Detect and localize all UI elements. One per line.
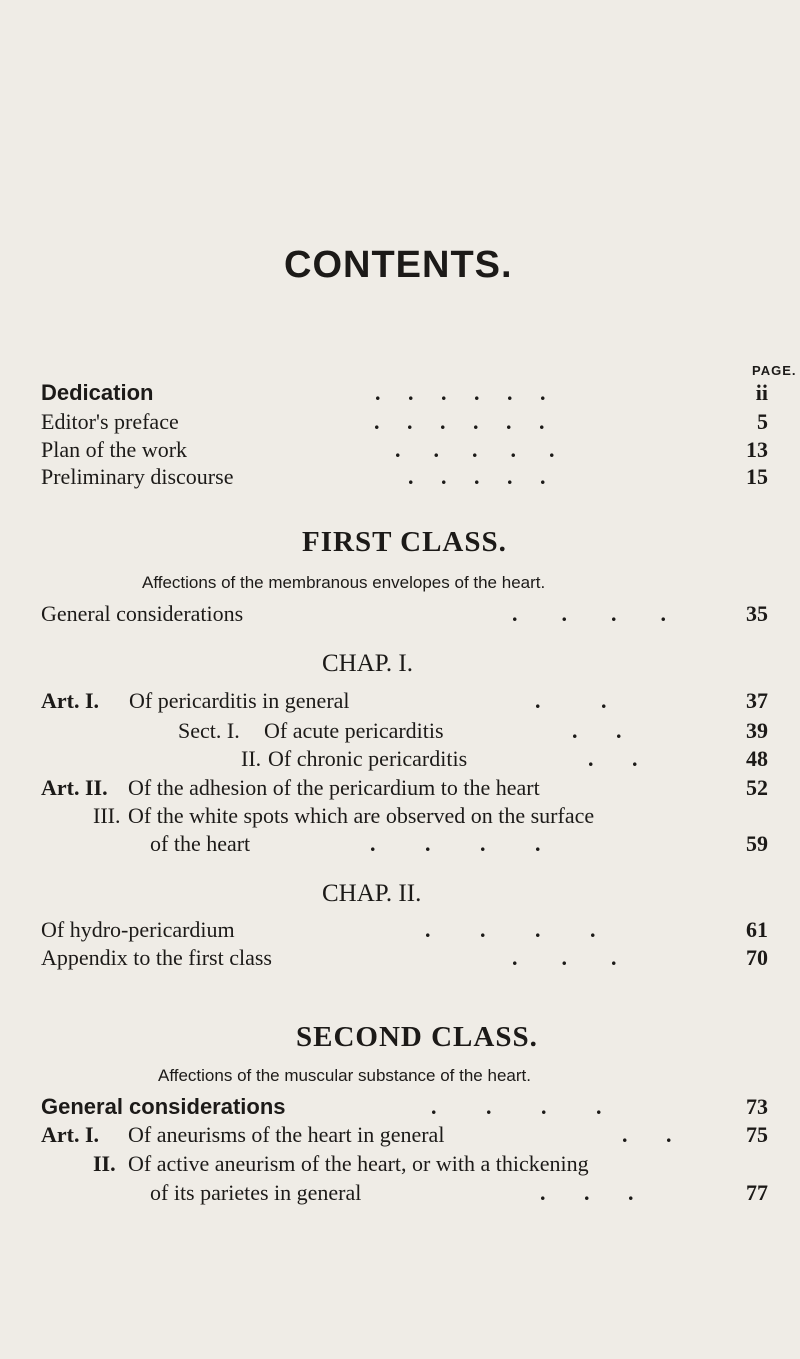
- toc-page-number: 73: [746, 1094, 768, 1119]
- toc-page-number: 15: [746, 464, 768, 489]
- section-heading-second-class: SECOND CLASS.: [296, 1021, 538, 1053]
- toc-page-number: 39: [746, 718, 768, 743]
- toc-page-number: 70: [746, 945, 768, 970]
- toc-entry-general-considerations: General considerations: [41, 1094, 286, 1119]
- toc-page-number: ii: [755, 380, 768, 405]
- leader-dots: . .: [622, 1122, 672, 1147]
- chapter-heading: CHAP. II.: [322, 880, 422, 907]
- leader-dots: . . . . . .: [375, 380, 546, 405]
- toc-entry-article: Of active aneurism of the heart, or with a thickening: [128, 1151, 589, 1176]
- page-title: CONTENTS.: [284, 244, 513, 286]
- toc-page-number: 35: [746, 601, 768, 626]
- toc-page-number: 59: [746, 831, 768, 856]
- toc-entry-article: Of the adhesion of the pericardium to the heart: [128, 775, 540, 800]
- toc-entry-appendix: Appendix to the first class: [41, 945, 272, 970]
- section-heading-first-class: FIRST CLASS.: [302, 526, 507, 558]
- leader-dots: . . . .: [370, 831, 541, 856]
- toc-entry-article: Of the white spots which are observed on the surface: [128, 803, 595, 828]
- toc-page-number: 61: [746, 917, 768, 942]
- article-prefix: Art. I.: [41, 1122, 100, 1147]
- toc-entry-section: Of acute pericarditis: [264, 718, 444, 743]
- section-subtitle: Affections of the membranous envelopes of the heart.: [142, 573, 546, 592]
- leader-dots: . . . .: [512, 601, 666, 626]
- toc-entry-general-considerations: General considerations: [41, 601, 244, 626]
- article-prefix: Art. II.: [41, 775, 108, 800]
- toc-entry-article: Of pericarditis in general: [129, 688, 350, 713]
- leader-dots: . . . . .: [408, 464, 546, 489]
- toc-entry-article-continued: of the heart: [150, 831, 251, 856]
- toc-page-number: 13: [746, 437, 768, 462]
- toc-entry-article: Of aneurisms of the heart in general: [128, 1122, 445, 1147]
- leader-dots: . . . .: [425, 917, 596, 942]
- article-prefix: Art. I.: [41, 688, 100, 713]
- leader-dots: . .: [535, 688, 607, 713]
- section-subtitle: Affections of the muscular substance of the heart.: [158, 1066, 531, 1085]
- page-column-label: PAGE.: [752, 363, 797, 378]
- leader-dots: . .: [588, 746, 638, 771]
- leader-dots: . . . .: [431, 1094, 602, 1119]
- toc-page-number: 37: [746, 688, 768, 713]
- article-prefix: III.: [93, 803, 121, 828]
- toc-page-number: 5: [757, 409, 768, 434]
- leader-dots: . . . . .: [395, 437, 555, 462]
- article-prefix: II.: [93, 1151, 116, 1176]
- toc-entry-article-continued: of its parietes in general: [150, 1180, 362, 1205]
- toc-entry-dedication: Dedication: [41, 380, 154, 405]
- toc-entry-editors-preface: Editor's preface: [41, 409, 179, 434]
- chapter-heading: CHAP. I.: [322, 650, 413, 677]
- toc-page-number: 77: [746, 1180, 768, 1205]
- toc-entry-hydro-pericardium: Of hydro-pericardium: [41, 917, 235, 942]
- toc-entry-plan: Plan of the work: [41, 437, 188, 462]
- toc-page-number: 52: [746, 775, 768, 800]
- section-prefix: II.: [241, 746, 262, 771]
- leader-dots: . . . . . .: [374, 409, 545, 434]
- toc-entry-preliminary: Preliminary discourse: [41, 464, 234, 489]
- toc-entry-section: Of chronic pericarditis: [268, 746, 468, 771]
- section-prefix: Sect. I.: [178, 718, 240, 743]
- leader-dots: . . .: [540, 1180, 634, 1205]
- leader-dots: . .: [572, 718, 622, 743]
- toc-page-number: 75: [746, 1122, 768, 1147]
- leader-dots: . . .: [512, 945, 617, 970]
- toc-page-number: 48: [746, 746, 768, 771]
